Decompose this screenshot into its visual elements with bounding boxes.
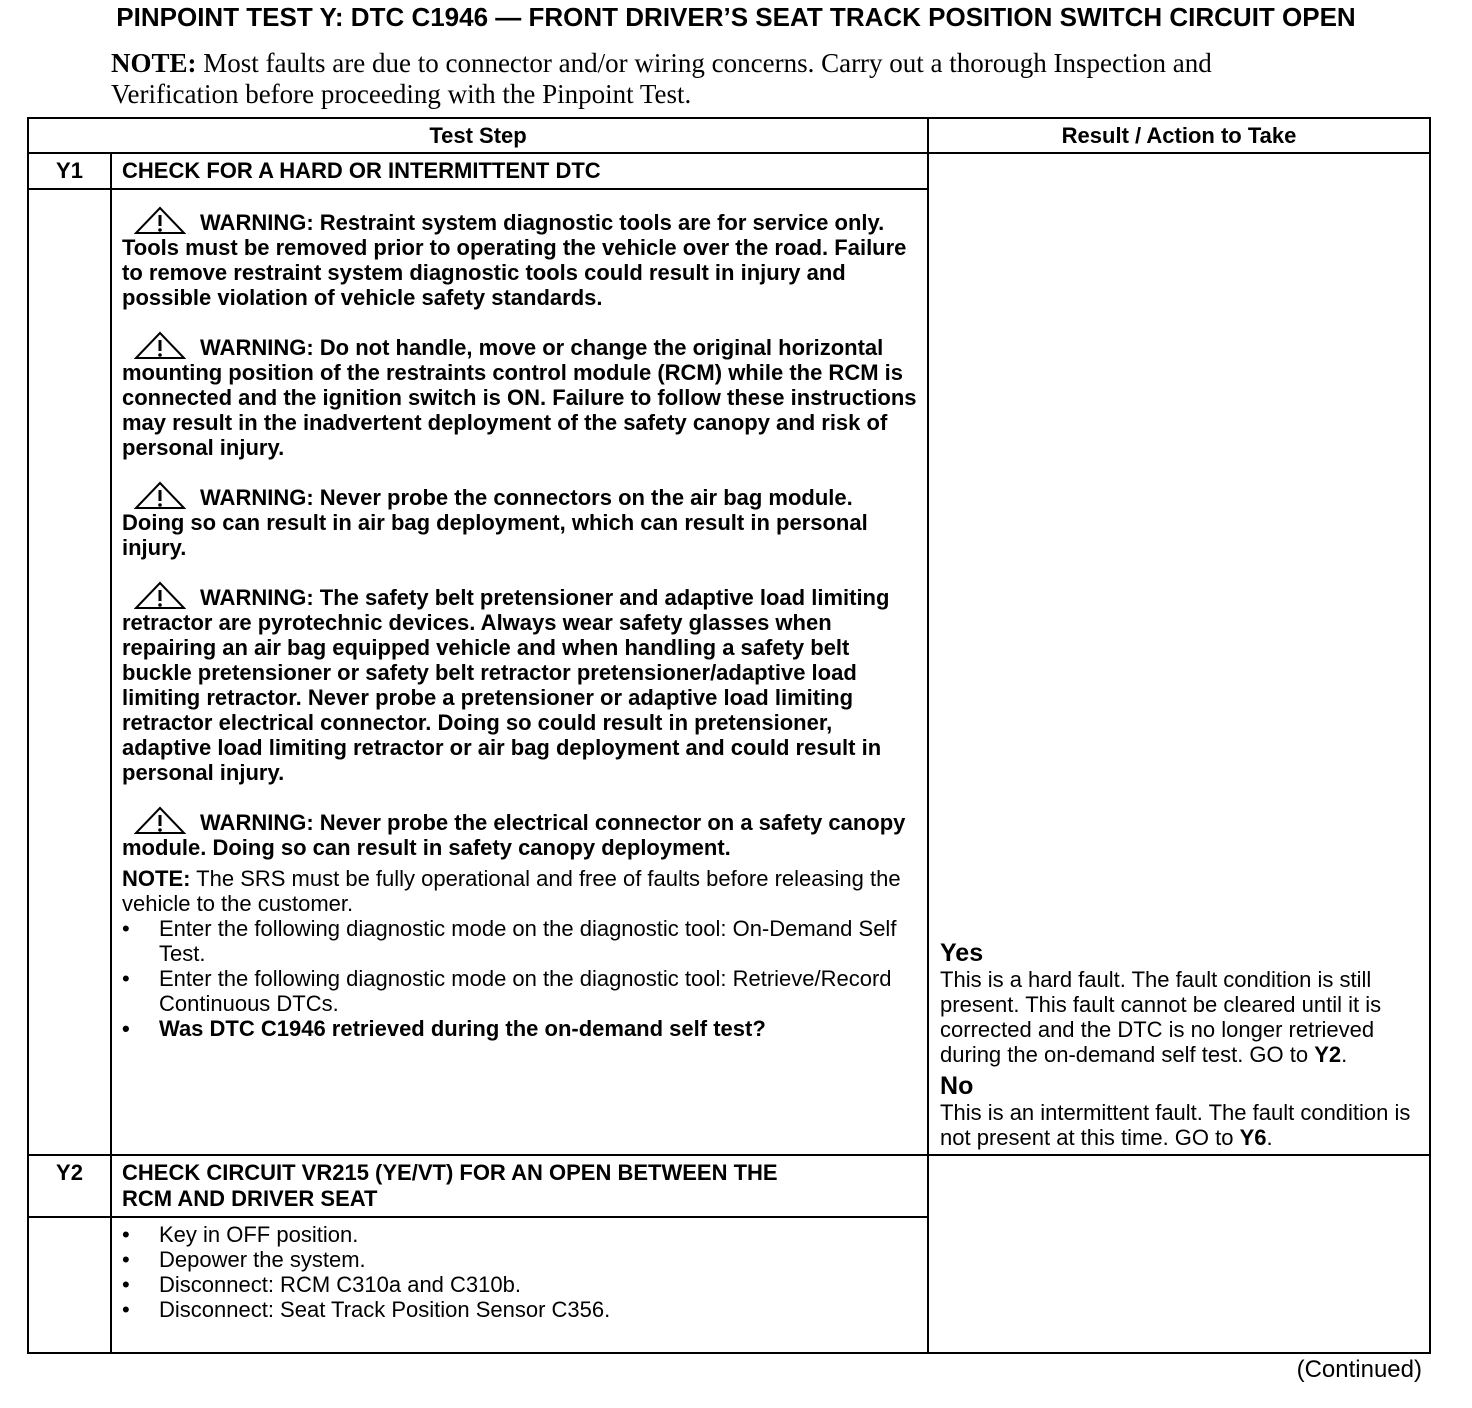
goto-y2-link[interactable]: Y2 [1314, 1042, 1342, 1067]
step-body-y1 [111, 189, 928, 1155]
test-step-header: Test Step [28, 118, 928, 153]
list-item: • Disconnect: Seat Track Position Sensor C356. [122, 1297, 917, 1322]
result-no-text: This is an intermittent fault. The fault condition is not present at this time. GO to Y6. [940, 1100, 1411, 1150]
warning-triangle-icon [134, 331, 186, 361]
page-title: PINPOINT TEST Y: DTC C1946 — FRONT DRIVER’S SEAT TRACK POSITION SWITCH CIRCUIT OPEN [116, 2, 1356, 32]
result-y1 [928, 153, 1430, 1155]
step-question: • Was DTC C1946 retrieved during the on-demand self test? [122, 1016, 917, 1041]
step-code-y1: Y1 [28, 153, 111, 189]
goto-y6-link[interactable]: Y6 [1239, 1125, 1267, 1150]
step-title-y1: CHECK FOR A HARD OR INTERMITTENT DTC [111, 153, 928, 189]
warning-5: WARNING: Never probe the electrical connector on a safety canopy module. Doing so can result in safety canopy deployment. [122, 810, 917, 860]
step-code-spacer [28, 1217, 111, 1353]
warning-triangle-icon [134, 806, 186, 836]
result-y2 [928, 1155, 1430, 1353]
list-item: • Enter the following diagnostic mode on the diagnostic tool: On-Demand Self Test. [122, 916, 917, 966]
list-item: • Disconnect: RCM C310a and C310b. [122, 1272, 917, 1297]
step-y1-bullets [122, 916, 917, 1041]
warning-4: WARNING: The safety belt pretensioner and adaptive load limiting retractor are pyrotechnic devices. Always wear safety glasses when repairing an air bag equipped vehicle and when handling a safety belt buckle pretensioner or safety belt retractor pretensioner/adaptive load limiting retractor. Never probe a pretensioner or adaptive load limiting retractor electrical connector. Doing so could result in pretensioner, adaptive load limiting retractor or air bag deployment and could result in personal injury. [122, 585, 917, 785]
intro-note [111, 48, 1261, 110]
pinpoint-test-table [27, 117, 1431, 1354]
warning-2: WARNING: Do not handle, move or change the original horizontal mounting position of the restraints control module (RCM) while the RCM is connected and the ignition switch is ON. Failure to follow these instructions may result in the inadvertent deployment of the safety canopy and risk of personal injury. [122, 335, 917, 460]
step-code-y2: Y2 [28, 1155, 111, 1217]
list-item: • Depower the system. [122, 1247, 917, 1272]
intro-note-text: Most faults are due to connector and/or wiring concerns. Carry out a thorough Inspection and Verification before proceeding with the Pinpoint Test. [111, 48, 1212, 109]
warning-triangle-icon [134, 481, 186, 511]
warning-1: WARNING: Restraint system diagnostic tools are for service only. Tools must be removed prior to operating the vehicle over the road. Failure to remove restraint system diagnostic tools could result in injury and possible violation of vehicle safety standards. [122, 210, 917, 310]
warning-triangle-icon [134, 206, 186, 236]
step-body-y2 [111, 1217, 928, 1353]
warning-3: WARNING: Never probe the connectors on the air bag module. Doing so can result in air bag deployment, which can result in personal injury. [122, 485, 917, 560]
result-header: Result / Action to Take [928, 118, 1430, 153]
continued-label: (Continued) [1296, 1356, 1422, 1383]
step-y2-bullets [122, 1222, 917, 1322]
result-yes-text: This is a hard fault. The fault condition is still present. This fault cannot be cleared until it is corrected and the DTC is no longer retrieved during the on-demand self test. GO to Y2. [940, 967, 1382, 1067]
list-item: • Key in OFF position. [122, 1222, 917, 1247]
step-title-y2: CHECK CIRCUIT VR215 (YE/VT) FOR AN OPEN BETWEEN THE RCM AND DRIVER SEAT [111, 1155, 928, 1217]
result-yes-label: Yes [940, 939, 984, 967]
intro-note-label: NOTE: [111, 48, 197, 78]
step-code-spacer [28, 189, 111, 1155]
result-no-label: No [940, 1072, 974, 1100]
list-item: • Enter the following diagnostic mode on the diagnostic tool: Retrieve/Record Continuous DTCs. [122, 966, 917, 1016]
warning-triangle-icon [134, 581, 186, 611]
srs-note: NOTE: The SRS must be fully operational and free of faults before releasing the vehicle to the customer. [122, 866, 901, 916]
